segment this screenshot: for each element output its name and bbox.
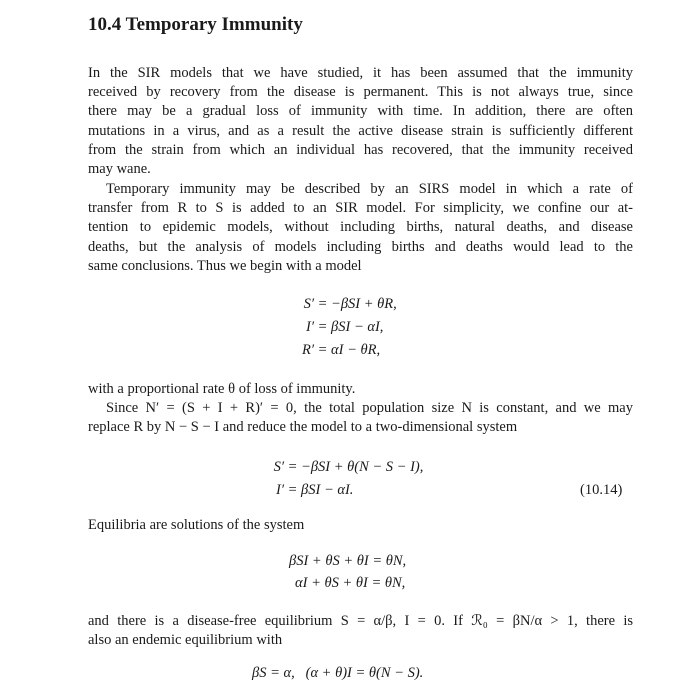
text-line: there may be a gradual loss of immunity with time. In addition, there are often xyxy=(88,103,633,120)
equation-s-prime: S′ = −βSI + θR, xyxy=(303,296,397,312)
equilibria-equation-2: αI + θS + θI = θN, xyxy=(295,575,406,591)
text-line: with a proportional rate θ of loss of immunity. xyxy=(88,381,356,397)
text-line: Equilibria are solutions of the system xyxy=(88,517,305,533)
equation-r-prime: R′ = αI − θR, xyxy=(301,342,381,358)
text-line: may wane. xyxy=(88,161,151,178)
text-line: also an endemic equilibrium with xyxy=(88,632,283,649)
equilibria-equation-1: βSI + θS + θI = θN, xyxy=(289,553,407,569)
text-line: Temporary immunity may be described by an SIRS model in which a rate of xyxy=(106,181,633,197)
second-paragraph xyxy=(88,180,633,276)
text-line: replace R by N − S − I and reduce the model to a two-dimensional system xyxy=(88,419,518,436)
text-line: In the SIR models that we have studied, it has been assumed that the immunity xyxy=(88,65,633,81)
text-line: tention to epidemic models, without including births, natural deaths, and disease xyxy=(88,219,633,236)
text-line: transfer from R to S is added to an SIR model. For simplicity, we confine our at- xyxy=(88,200,633,217)
equilibria-intro xyxy=(88,516,633,535)
equation-i-prime: I′ = βSI − αI, xyxy=(305,319,384,335)
text-line: from the strain from which an individual has recovered, that the immunity received xyxy=(88,141,633,158)
dfe-paragraph xyxy=(88,612,633,650)
intro-paragraph xyxy=(88,64,633,179)
text-line: Since N′ = (S + I + R)′ = 0, the total population size N is constant, and we may xyxy=(106,400,633,417)
section-title: 10.4 Temporary Immunity xyxy=(88,14,303,35)
equation-reduced-s: S′ = −βSI + θ(N − S − I), xyxy=(273,459,424,475)
equation-reduced-i: I′ = βSI − αI. xyxy=(275,482,354,498)
text-line: and there is a disease-free equilibrium S = α/β, I = 0. If ℛ₀ = βN/α > 1, there is xyxy=(88,613,633,629)
endemic-equilibrium-equation: βS = α, (α + θ)I = θ(N − S). xyxy=(252,665,424,681)
text-line: same conclusions. Thus we begin with a model xyxy=(88,257,362,274)
text-line: mutations in a virus, and as a result the active disease strain is sufficiently different xyxy=(88,122,633,139)
text-line: deaths, but the analysis of models including births and deaths would lead to the xyxy=(88,238,633,255)
equation-number: (10.14) xyxy=(580,482,623,498)
text-line: received by recovery from the disease is permanent. This is not always true, since xyxy=(88,84,633,101)
reduction-paragraph xyxy=(88,380,633,438)
